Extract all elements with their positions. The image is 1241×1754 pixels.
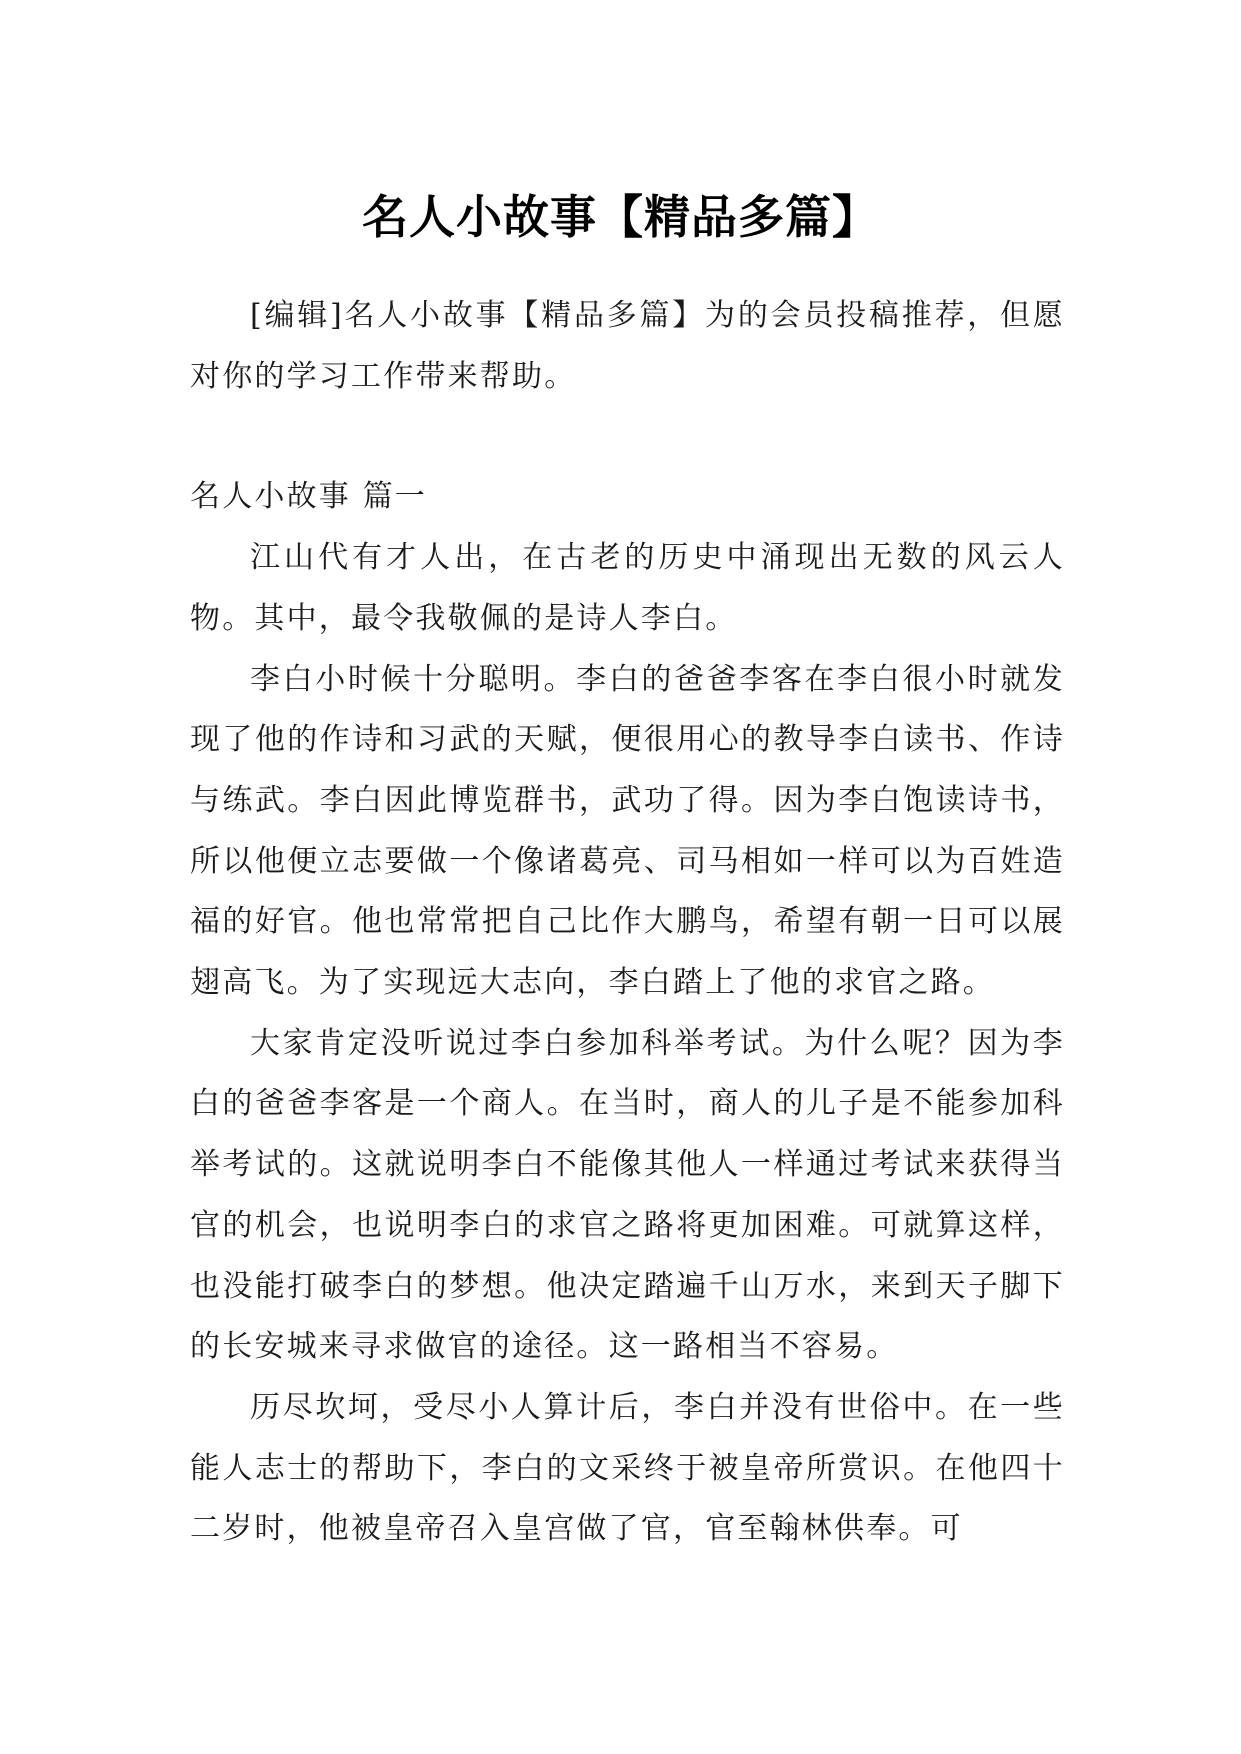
- intro-paragraph: [编辑]名人小故事【精品多篇】为的会员投稿推荐，但愿对你的学习工作带来帮助。: [190, 298, 1065, 394]
- paragraph-3: 大家肯定没听说过李白参加科举考试。为什么呢？因为李白的爸爸李客是一个商人。在当时，商人的儿子是不能参加科举考试的。这就说明李白不能像其他人一样通过考试来获得当官的机会，也说明李白的求官之路将更加困难。可就算这样，也没能打破李白的梦想。他决定踏遍千山万水，来到天子脚下的长安城来寻求做官的途径。这一路相当不容易。: [190, 1025, 1065, 1365]
- paragraph-4: 历尽坎坷，受尽小人算计后，李白并没有世俗中。在一些能人志士的帮助下，李白的文采终于被皇帝所赏识。在他四十二岁时，他被皇帝召入皇宫做了官，官至翰林供奉。可: [190, 1389, 1065, 1547]
- document-body: [190, 286, 1065, 1560]
- paragraph-2: 李白小时候十分聪明。李白的爸爸李客在李白很小时就发现了他的作诗和习武的天赋，便很用心的教导李白读书、作诗与练武。李白因此博览群书，武功了得。因为李白饱读诗书，所以他便立志要做一个像诸葛亮、司马相如一样可以为百姓造福的好官。他也常常把自己比作大鹏鸟，希望有朝一日可以展翅高飞。为了实现远大志向，李白踏上了他的求官之路。: [190, 661, 1065, 1001]
- section-heading: 名人小故事 篇一: [190, 479, 428, 515]
- document-title: 名人小故事【精品多篇】: [362, 189, 879, 244]
- paragraph-1: 江山代有才人出，在古老的历史中涌现出无数的风云人物。其中，最令我敬佩的是诗人李白。: [190, 540, 1065, 636]
